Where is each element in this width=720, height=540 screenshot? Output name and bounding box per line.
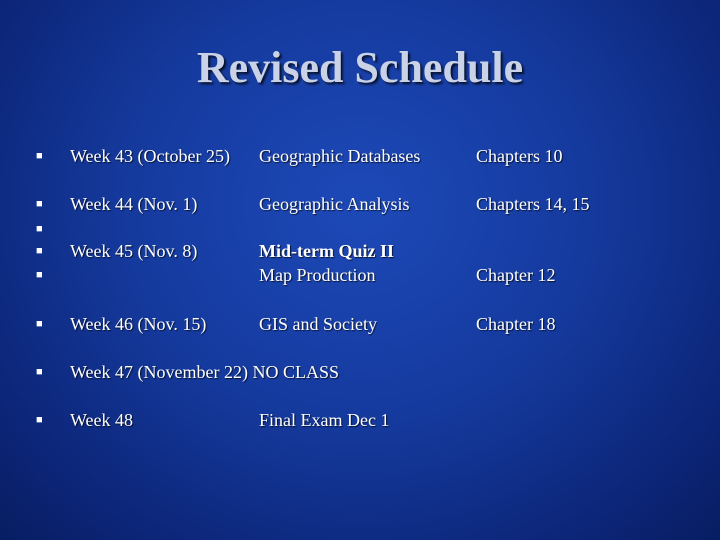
square-bullet-icon — [36, 224, 46, 234]
square-bullet-icon — [36, 415, 46, 425]
row-2-topic: Geographic Analysis — [259, 194, 410, 214]
row-6-topic: Final Exam Dec 1 — [259, 410, 390, 430]
row-2-week: Week 44 (Nov. 1) — [70, 194, 198, 214]
square-bullet-icon — [36, 151, 46, 161]
square-bullet-icon — [36, 270, 46, 280]
square-bullet-icon — [36, 246, 46, 256]
row-4-chapters: Chapter 18 — [476, 314, 556, 334]
slide-title: Revised Schedule — [196, 43, 524, 92]
row-3-topic-2: Map Production — [259, 265, 376, 285]
square-bullet-icon — [36, 199, 46, 209]
row-3-topic: Mid-term Quiz II — [259, 241, 394, 261]
square-bullet-icon — [36, 319, 46, 329]
row-3-week: Week 45 (Nov. 8) — [70, 241, 198, 261]
row-4-topic: GIS and Society — [259, 314, 377, 334]
row-5-week: Week 47 (November 22) NO CLASS — [70, 362, 340, 382]
row-1-chapters: Chapters 10 — [476, 146, 563, 166]
row-1-topic: Geographic Databases — [259, 146, 421, 166]
row-3-chapters: Chapter 12 — [476, 265, 556, 285]
row-4-week: Week 46 (Nov. 15) — [70, 314, 207, 334]
square-bullet-icon — [36, 367, 46, 377]
row-2-chapters: Chapters 14, 15 — [476, 194, 590, 214]
row-6-week: Week 48 — [70, 410, 134, 430]
row-1-week: Week 43 (October 25) — [70, 146, 230, 166]
